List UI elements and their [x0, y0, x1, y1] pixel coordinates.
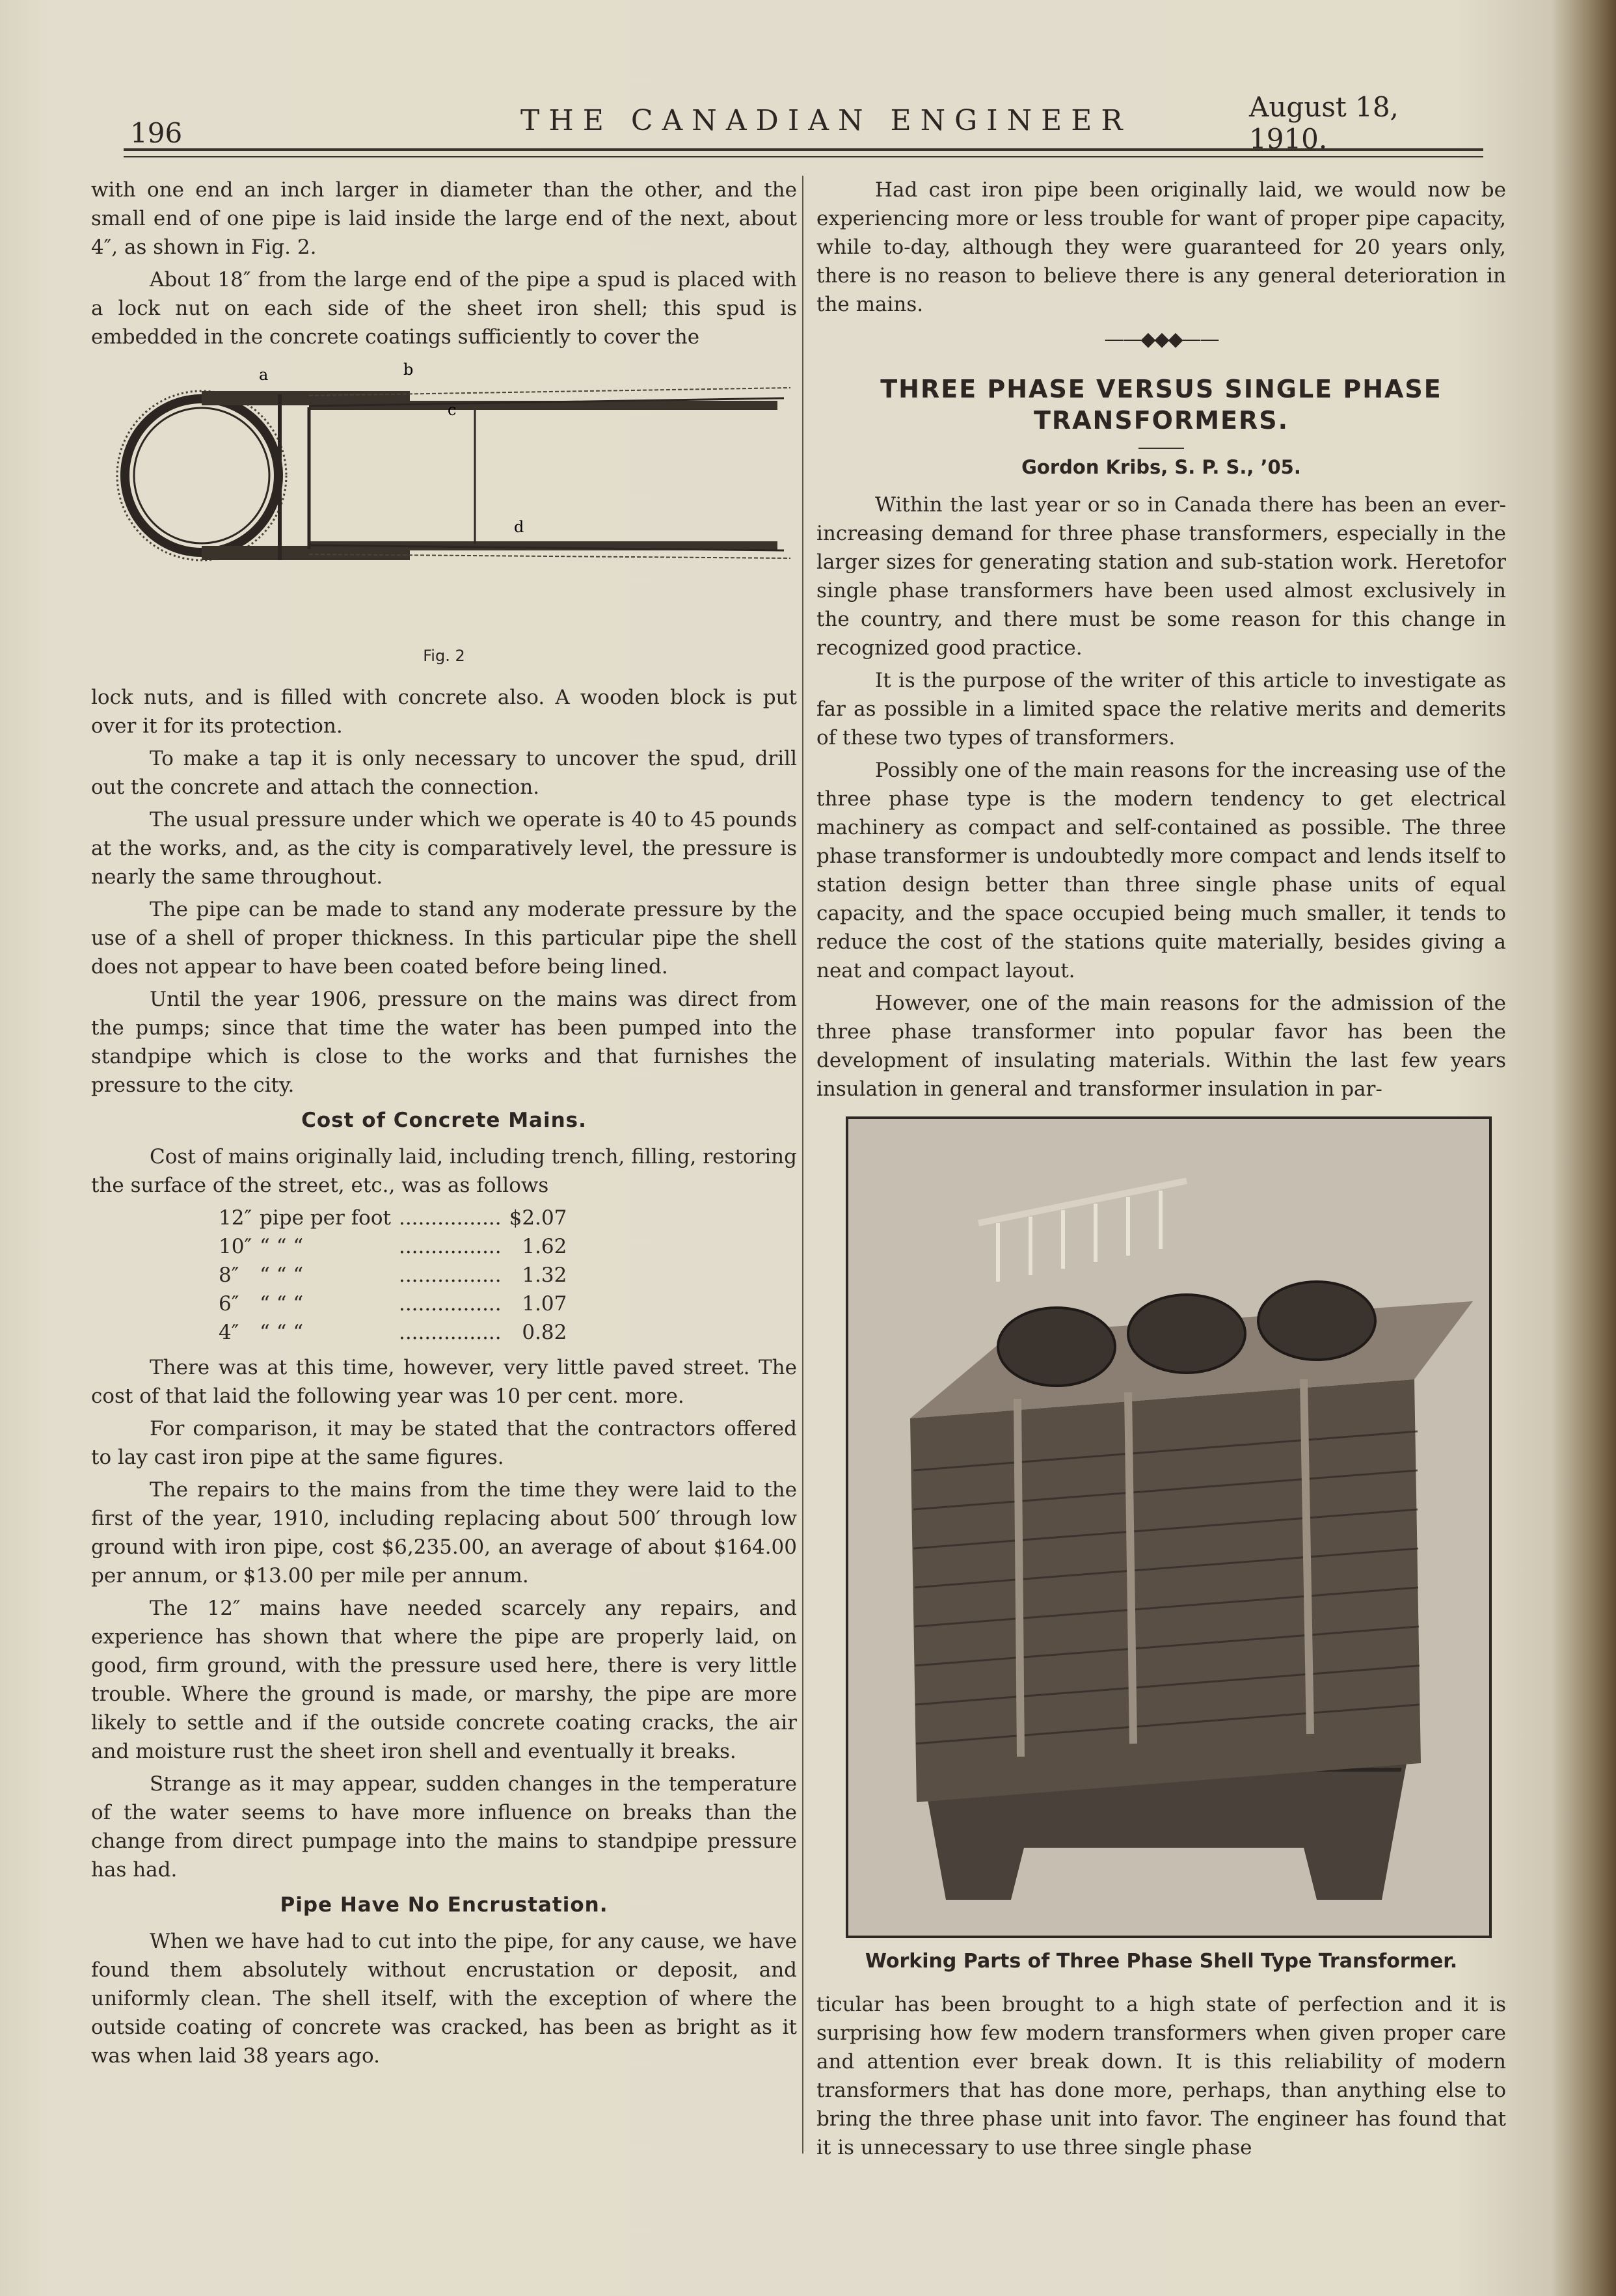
- issue-date: August 18, 1910.: [1249, 91, 1399, 155]
- table-row: [215, 1232, 571, 1261]
- paragraph: To make a tap it is only necessary to uncover the spud, drill out the concrete and attach the connection.: [91, 747, 797, 799]
- pipe-unit: “ “ “: [260, 1321, 304, 1344]
- pipe-size: 10″: [219, 1235, 252, 1258]
- table-row: [215, 1204, 571, 1232]
- right-column: [816, 176, 1506, 2166]
- column-divider: [802, 176, 803, 2154]
- label-d: d: [514, 518, 524, 536]
- paragraph: When we have had to cut into the pipe, for any cause, we have found them absolutely without encrustation or deposit, and uniformly clean. The shell itself, with the exception of where the outside coating of concrete was cracked, has been as bright as it was when laid 38 years ago.: [91, 1930, 797, 2068]
- header-rule: [124, 148, 1483, 151]
- cost-value: 1.62: [522, 1235, 567, 1258]
- leader-dots: ................: [398, 1206, 502, 1230]
- paragraph: There was at this time, however, very little paved street. The cost of that laid the following year was 10 per cent. more.: [91, 1356, 797, 1408]
- paragraph: The repairs to the mains from the time they were laid to the first of the year, 1910, including replacing about 500′ through low ground with iron pipe, cost $6,235.00, an average of about $164.00 per annum, or $13.00 per mile per annum.: [91, 1478, 797, 1587]
- paragraph: Cost of mains originally laid, including trench, filling, restoring the surface of the street, etc., was as follows: [91, 1145, 797, 1197]
- pipe-size: 4″: [219, 1321, 239, 1344]
- header-rule-thin: [124, 156, 1483, 157]
- paragraph: The usual pressure under which we operate is 40 to 45 pounds at the works, and, as the city is comparatively level, the pressure is nearly the same throughout.: [91, 808, 797, 889]
- pipe-joint-diagram: [91, 355, 797, 635]
- journal-title: THE CANADIAN ENGINEER: [520, 104, 1132, 137]
- paragraph: Possibly one of the main reasons for the increasing use of the three phase type is the modern tendency to get electrical machinery as compact and self-contained as possible. The three phase transformer is undoubtedly more compact and lends itself to station design better than three single phase units of equal capacity, and the space occupied being much smaller, it tends to reduce the cost of the stations quite materially, besides giving a neat and compact layout.: [816, 759, 1506, 982]
- pipe-unit: “ “ “: [260, 1263, 304, 1287]
- paragraph: Had cast iron pipe been originally laid, we would now be experiencing more or less trouble for want of proper pipe capacity, while to-day, although they were guaranteed for 20 years only, there is no reason to believe there is any general deterioration in the mains.: [816, 178, 1506, 316]
- cost-value: 0.82: [522, 1321, 567, 1344]
- label-a: a: [259, 366, 269, 384]
- paragraph: Until the year 1906, pressure on the mains was direct from the pumps; since that time the water has been pumped into the standpipe which is close to the works and that furnishes the pressure to the city.: [91, 988, 797, 1097]
- page-header: [124, 85, 1483, 156]
- label-c: c: [448, 401, 457, 419]
- paragraph: It is the purpose of the writer of this article to investigate as far as possible in a limited space the relative merits and demerits of these two types of transformers.: [816, 669, 1506, 750]
- cost-value: $2.07: [509, 1206, 567, 1230]
- article-byline: Gordon Kribs, S. P. S., ’05.: [1021, 456, 1301, 478]
- pipe-size: 8″: [219, 1263, 239, 1287]
- table-row: [215, 1318, 571, 1347]
- photo-caption: Working Parts of Three Phase Shell Type Transformer.: [865, 1950, 1458, 1973]
- section-heading: Cost of Concrete Mains.: [301, 1109, 587, 1132]
- paragraph: lock nuts, and is filled with concrete also. A wooden block is put over it for its protection.: [91, 686, 797, 738]
- pipe-size: 6″: [219, 1292, 239, 1316]
- cost-value: 1.07: [522, 1292, 567, 1316]
- paragraph: Strange as it may appear, sudden changes in the temperature of the water seems to have more influence on breaks than the change from direct pumpage into the mains to standpipe pressure has had.: [91, 1772, 797, 1882]
- label-b: b: [403, 360, 414, 379]
- leader-dots: ................: [398, 1263, 502, 1287]
- paragraph: However, one of the main reasons for the admission of the three phase transformer into popular favor has been the development of insulating materials. Within the last few years insulation in general and transformer insulation in par-: [816, 992, 1506, 1101]
- left-column: [91, 176, 797, 2074]
- ornament-divider: ——◆◆◆——: [1104, 328, 1219, 351]
- pipe-size: 12″: [219, 1206, 252, 1230]
- pipe-unit: pipe per foot: [260, 1206, 391, 1230]
- pipe-unit: “ “ “: [260, 1292, 304, 1316]
- page-number: 196: [130, 117, 183, 149]
- paragraph: with one end an inch larger in diameter than the other, and the small end of one pipe is laid inside the large end of the next, about 4″, as shown in Fig. 2.: [91, 178, 797, 259]
- leader-dots: ................: [398, 1235, 502, 1258]
- pipe-unit: “ “ “: [260, 1235, 304, 1258]
- paragraph: The 12″ mains have needed scarcely any repairs, and experience has shown that where the pipe are properly laid, on good, firm ground, with the pressure used here, there is very little trouble. Where the ground is made, or marshy, the pipe are more likely to settle and if the outside concrete coating cracks, the air and moisture rust the sheet iron shell and eventually it breaks.: [91, 1597, 797, 1763]
- transformer-photo: [846, 1116, 1492, 1938]
- figure-caption: Fig. 2: [423, 647, 465, 665]
- paragraph: The pipe can be made to stand any moderate pressure by the use of a shell of proper thickness. In this particular pipe the shell does not appear to have been coated before being lined.: [91, 898, 797, 979]
- article-title: THREE PHASE VERSUS SINGLE PHASE TRANSFORMERS.: [880, 375, 1442, 435]
- transformer-illustration: [848, 1119, 1489, 1936]
- table-row: [215, 1290, 571, 1318]
- table-row: [215, 1261, 571, 1290]
- paragraph: For comparison, it may be stated that the contractors offered to lay cast iron pipe at the same figures.: [91, 1417, 797, 1469]
- title-rule: [1138, 448, 1184, 449]
- paragraph: Within the last year or so in Canada there has been an ever-increasing demand for three phase transformers, especially in the larger sizes for generating station and sub-station work. Heretofor single phase transformers have been used almost exclusively in the country, and there must be some reason for this change in recognized good practice.: [816, 493, 1506, 660]
- leader-dots: ................: [398, 1292, 502, 1316]
- section-heading: Pipe Have No Encrustation.: [280, 1893, 608, 1917]
- paragraph: ticular has been brought to a high state of perfection and it is surprising how few modern transformers when given proper care and attention ever break down. It is this reliability of modern transformers that has done more, perhaps, than anything else to bring the three phase unit into favor. The engineer has found that it is unnecessary to use three single phase: [816, 1993, 1506, 2159]
- paragraph: About 18″ from the large end of the pipe a spud is placed with a lock nut on each side of the sheet iron shell; this spud is embedded in the concrete coatings sufficiently to cover the: [91, 268, 797, 349]
- leader-dots: ................: [398, 1321, 502, 1344]
- pipe-joint-figure: [91, 355, 797, 635]
- cost-value: 1.32: [522, 1263, 567, 1287]
- cost-table: [215, 1204, 571, 1347]
